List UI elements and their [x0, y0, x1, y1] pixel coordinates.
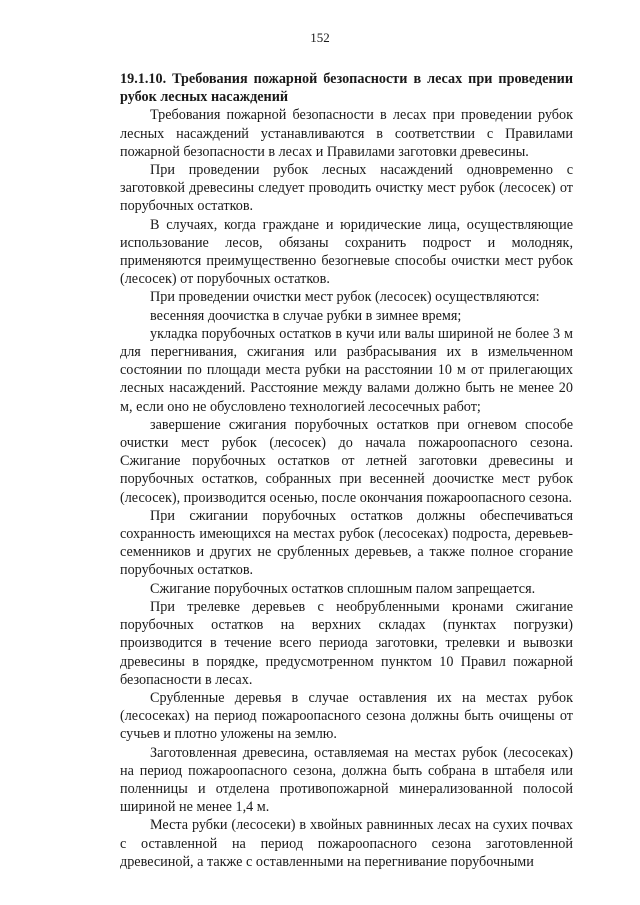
paragraph: Требования пожарной безопасности в лесах при проведении рубок лесных насаждений устанавливаются в соответствии с Правилами пожарной безопасности в лесах и Правилами заготовки древесины.	[120, 107, 573, 160]
paragraph: Места рубки (лесосеки) в хвойных равнинных лесах на сухих почвах с оставленной на период пожароопасного сезона заготовленной древесиной, а также с оставленными на перегнивание порубочными	[120, 817, 573, 870]
paragraph: Заготовленная древесина, оставляемая на местах рубок (лесосеках) на период пожароопасного сезона, должна быть собрана в штабеля или поленницы и отделена противопожарной минерализованной полосой шириной не менее 1,4 м.	[120, 744, 573, 816]
list-item: укладка порубочных остатков в кучи или валы шириной не более 3 м для перегнивания, сжигания или разбрасывания их в измельченном состоянии по площади места рубки на расстоянии 10 м от прилегающих лесных насаждений. Расстояние между валами должно быть не менее 20 м, если оно не обусловлено технологией лесосечных работ;	[120, 325, 573, 415]
paragraph: При трелевке деревьев с необрубленными кронами сжигание порубочных остатков на верхних складах (пунктах погрузки) производится в течение всего периода заготовки, трелевки и вывозки древесины в порядке, предусмотренном пунктом 10 Правил пожарной безопасности в лесах.	[120, 598, 573, 688]
paragraph: При сжигании порубочных остатков должны обеспечиваться сохранность имеющихся на местах рубок (лесосеках) подроста, деревьев-семенников и других не срубленных деревьев, а также полное сгорание порубочных остатков.	[120, 507, 573, 579]
page-number: 152	[310, 30, 330, 45]
paragraph: При проведении рубок лесных насаждений одновременно с заготовкой древесины следует проводить очистку мест рубок (лесосек) от порубочных остатков.	[120, 162, 573, 215]
paragraph: Срубленные деревья в случае оставления их на местах рубок (лесосеках) на период пожароопасного сезона должны быть очищены от сучьев и плотно уложены на землю.	[120, 689, 573, 743]
document-body	[120, 70, 573, 871]
paragraph: В случаях, когда граждане и юридические лица, осуществляющие использование лесов, обязаны сохранить подрост и молодняк, применяются преимущественно безогневые способы очистки мест рубок (лесосек) от порубочных остатков.	[120, 216, 573, 288]
list-item: весенняя доочистка в случае рубки в зимнее время;	[150, 307, 462, 324]
section-heading: 19.1.10. Требования пожарной безопасности в лесах при проведении рубок лесных насаждений	[120, 71, 573, 106]
paragraph: При проведении очистки мест рубок (лесосек) осуществляются:	[150, 289, 540, 306]
list-item: завершение сжигания порубочных остатков при огневом способе очистки мест рубок (лесосек) до начала пожароопасного сезона. Сжигание порубочных остатков от летней заготовки древесины и порубочных остатков, собранных при весенней доочистке мест рубок (лесосек), производится осенью, после окончания пожароопасного сезона.	[120, 416, 573, 506]
paragraph: Сжигание порубочных остатков сплошным палом запрещается.	[150, 580, 536, 597]
